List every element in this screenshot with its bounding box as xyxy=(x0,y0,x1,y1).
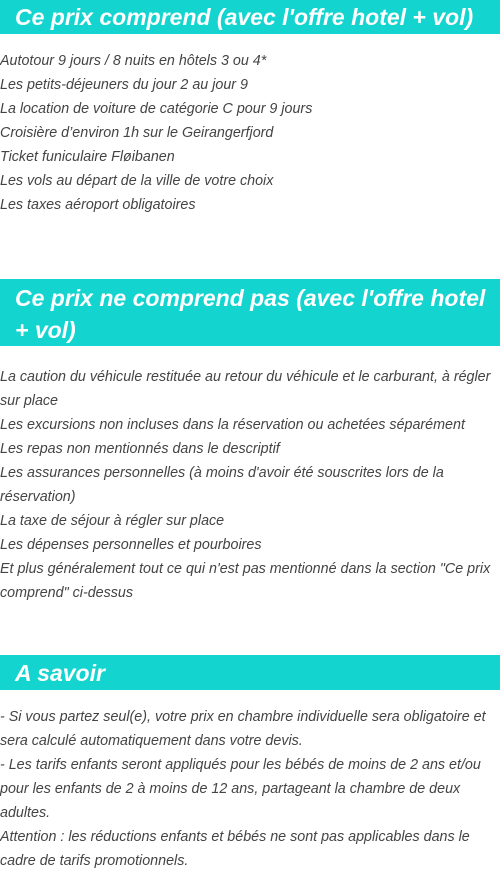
list-item: Croisière d’environ 1h sur le Geirangerfjord xyxy=(0,125,274,141)
includes-list xyxy=(0,49,500,217)
list-item: La location de voiture de catégorie C pour 9 jours xyxy=(0,101,313,117)
list-item: La taxe de séjour à régler sur place xyxy=(0,513,225,529)
list-item: Les petits-déjeuners du jour 2 au jour 9 xyxy=(0,77,248,93)
list-item: Les vols au départ de la ville de votre choix xyxy=(0,173,274,189)
list-item: La caution du véhicule restituée au retour du véhicule et le carburant, à régler sur place xyxy=(0,369,491,409)
list-item: Autotour 9 jours / 8 nuits en hôtels 3 ou 4* xyxy=(0,53,267,69)
list-item: Les assurances personnelles (à moins d'avoir été souscrites lors de la réservation) xyxy=(0,465,444,505)
list-item: Les excursions non incluses dans la réservation ou achetées séparément xyxy=(0,417,465,433)
good-to-know-text xyxy=(0,705,500,873)
good-to-know-section xyxy=(0,655,500,873)
section-title-excludes: Ce prix ne comprend pas (avec l'offre hotel + vol) xyxy=(0,279,500,346)
section-title-good-to-know: A savoir xyxy=(0,655,500,690)
info-paragraph: - Les tarifs enfants seront appliqués pour les bébés de moins de 2 ans et/ou pour les enfants de 2 à moins de 12 ans, partageant la chambre de deux adultes. xyxy=(0,757,481,821)
price-excludes-section xyxy=(0,279,500,605)
list-item: Et plus généralement tout ce qui n'est pas mentionné dans la section "Ce prix comprend" ci-dessus xyxy=(0,561,491,601)
list-item: Les taxes aéroport obligatoires xyxy=(0,197,196,213)
info-paragraph: - Si vous partez seul(e), votre prix en chambre individuelle sera obligatoire et sera calculé automatiquement dans votre devis. xyxy=(0,709,486,749)
excludes-list xyxy=(0,365,500,605)
list-item: Ticket funiculaire Fløibanen xyxy=(0,149,175,165)
price-includes-section xyxy=(0,0,500,217)
list-item: Les repas non mentionnés dans le descriptif xyxy=(0,441,280,457)
list-item: Les dépenses personnelles et pourboires xyxy=(0,537,262,553)
info-paragraph: Attention : les réductions enfants et bébés ne sont pas applicables dans le cadre de tarifs promotionnels. xyxy=(0,829,470,869)
section-title-includes: Ce prix comprend (avec l'offre hotel + vol) xyxy=(0,0,500,34)
